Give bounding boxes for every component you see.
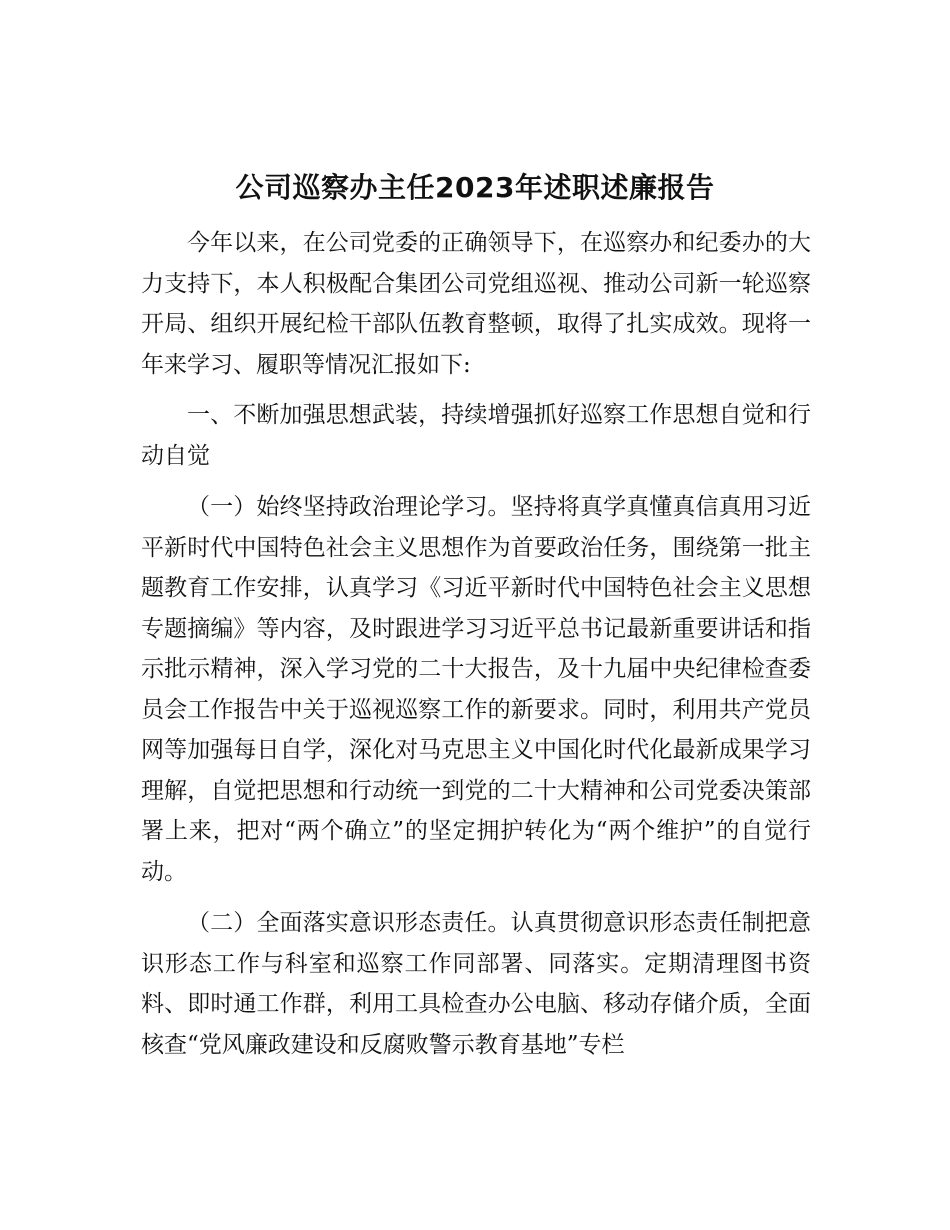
document-title: 公司巡察办主任2023年述职述廉报告 <box>235 171 715 204</box>
section-heading-1: 一、不断加强思想武装，持续增强抓好巡察工作思想自觉和行动自觉 <box>141 402 811 469</box>
subsection-paragraph-2: （二）全面落实意识形态责任。认真贯彻意识形态责任制把意识形态工作与科室和巡察工作同部署、同落实。定期清理图书资料、即时通工作群，利用工具检查办公电脑、移动存储介质，全面核查“党风廉政建设和反腐败警示教育基地”专栏 <box>141 910 811 1058</box>
subsection-paragraph-1: （一）始终坚持政治理论学习。坚持将真学真懂真信真用习近平新时代中国特色社会主义思想作为首要政治任务，围绕第一批主题教育工作安排，认真学习《习近平新时代中国特色社会主义思想专题摘编》等内容，及时跟进学习习近平总书记最新重要讲话和指示批示精神，深入学习党的二十大报告，及十九届中央纪律检查委员会工作报告中关于巡视巡察工作的新要求。同时，利用共产党员网等加强每日自学，深化对马克思主义中国化时代化最新成果学习理解，自觉把思想和行动统一到党的二十大精神和公司党委决策部署上来，把对“两个确立”的坚定拥护转化为“两个维护”的自觉行动。 <box>141 494 811 885</box>
intro-paragraph: 今年以来，在公司党委的正确领导下，在巡察办和纪委办的大力支持下，本人积极配合集团公司党组巡视、推动公司新一轮巡察开局、组织开展纪检干部队伍教育整顿，取得了扎实成效。现将一年来学习、履职等情况汇报如下: <box>141 230 811 378</box>
document-body <box>141 223 811 1065</box>
